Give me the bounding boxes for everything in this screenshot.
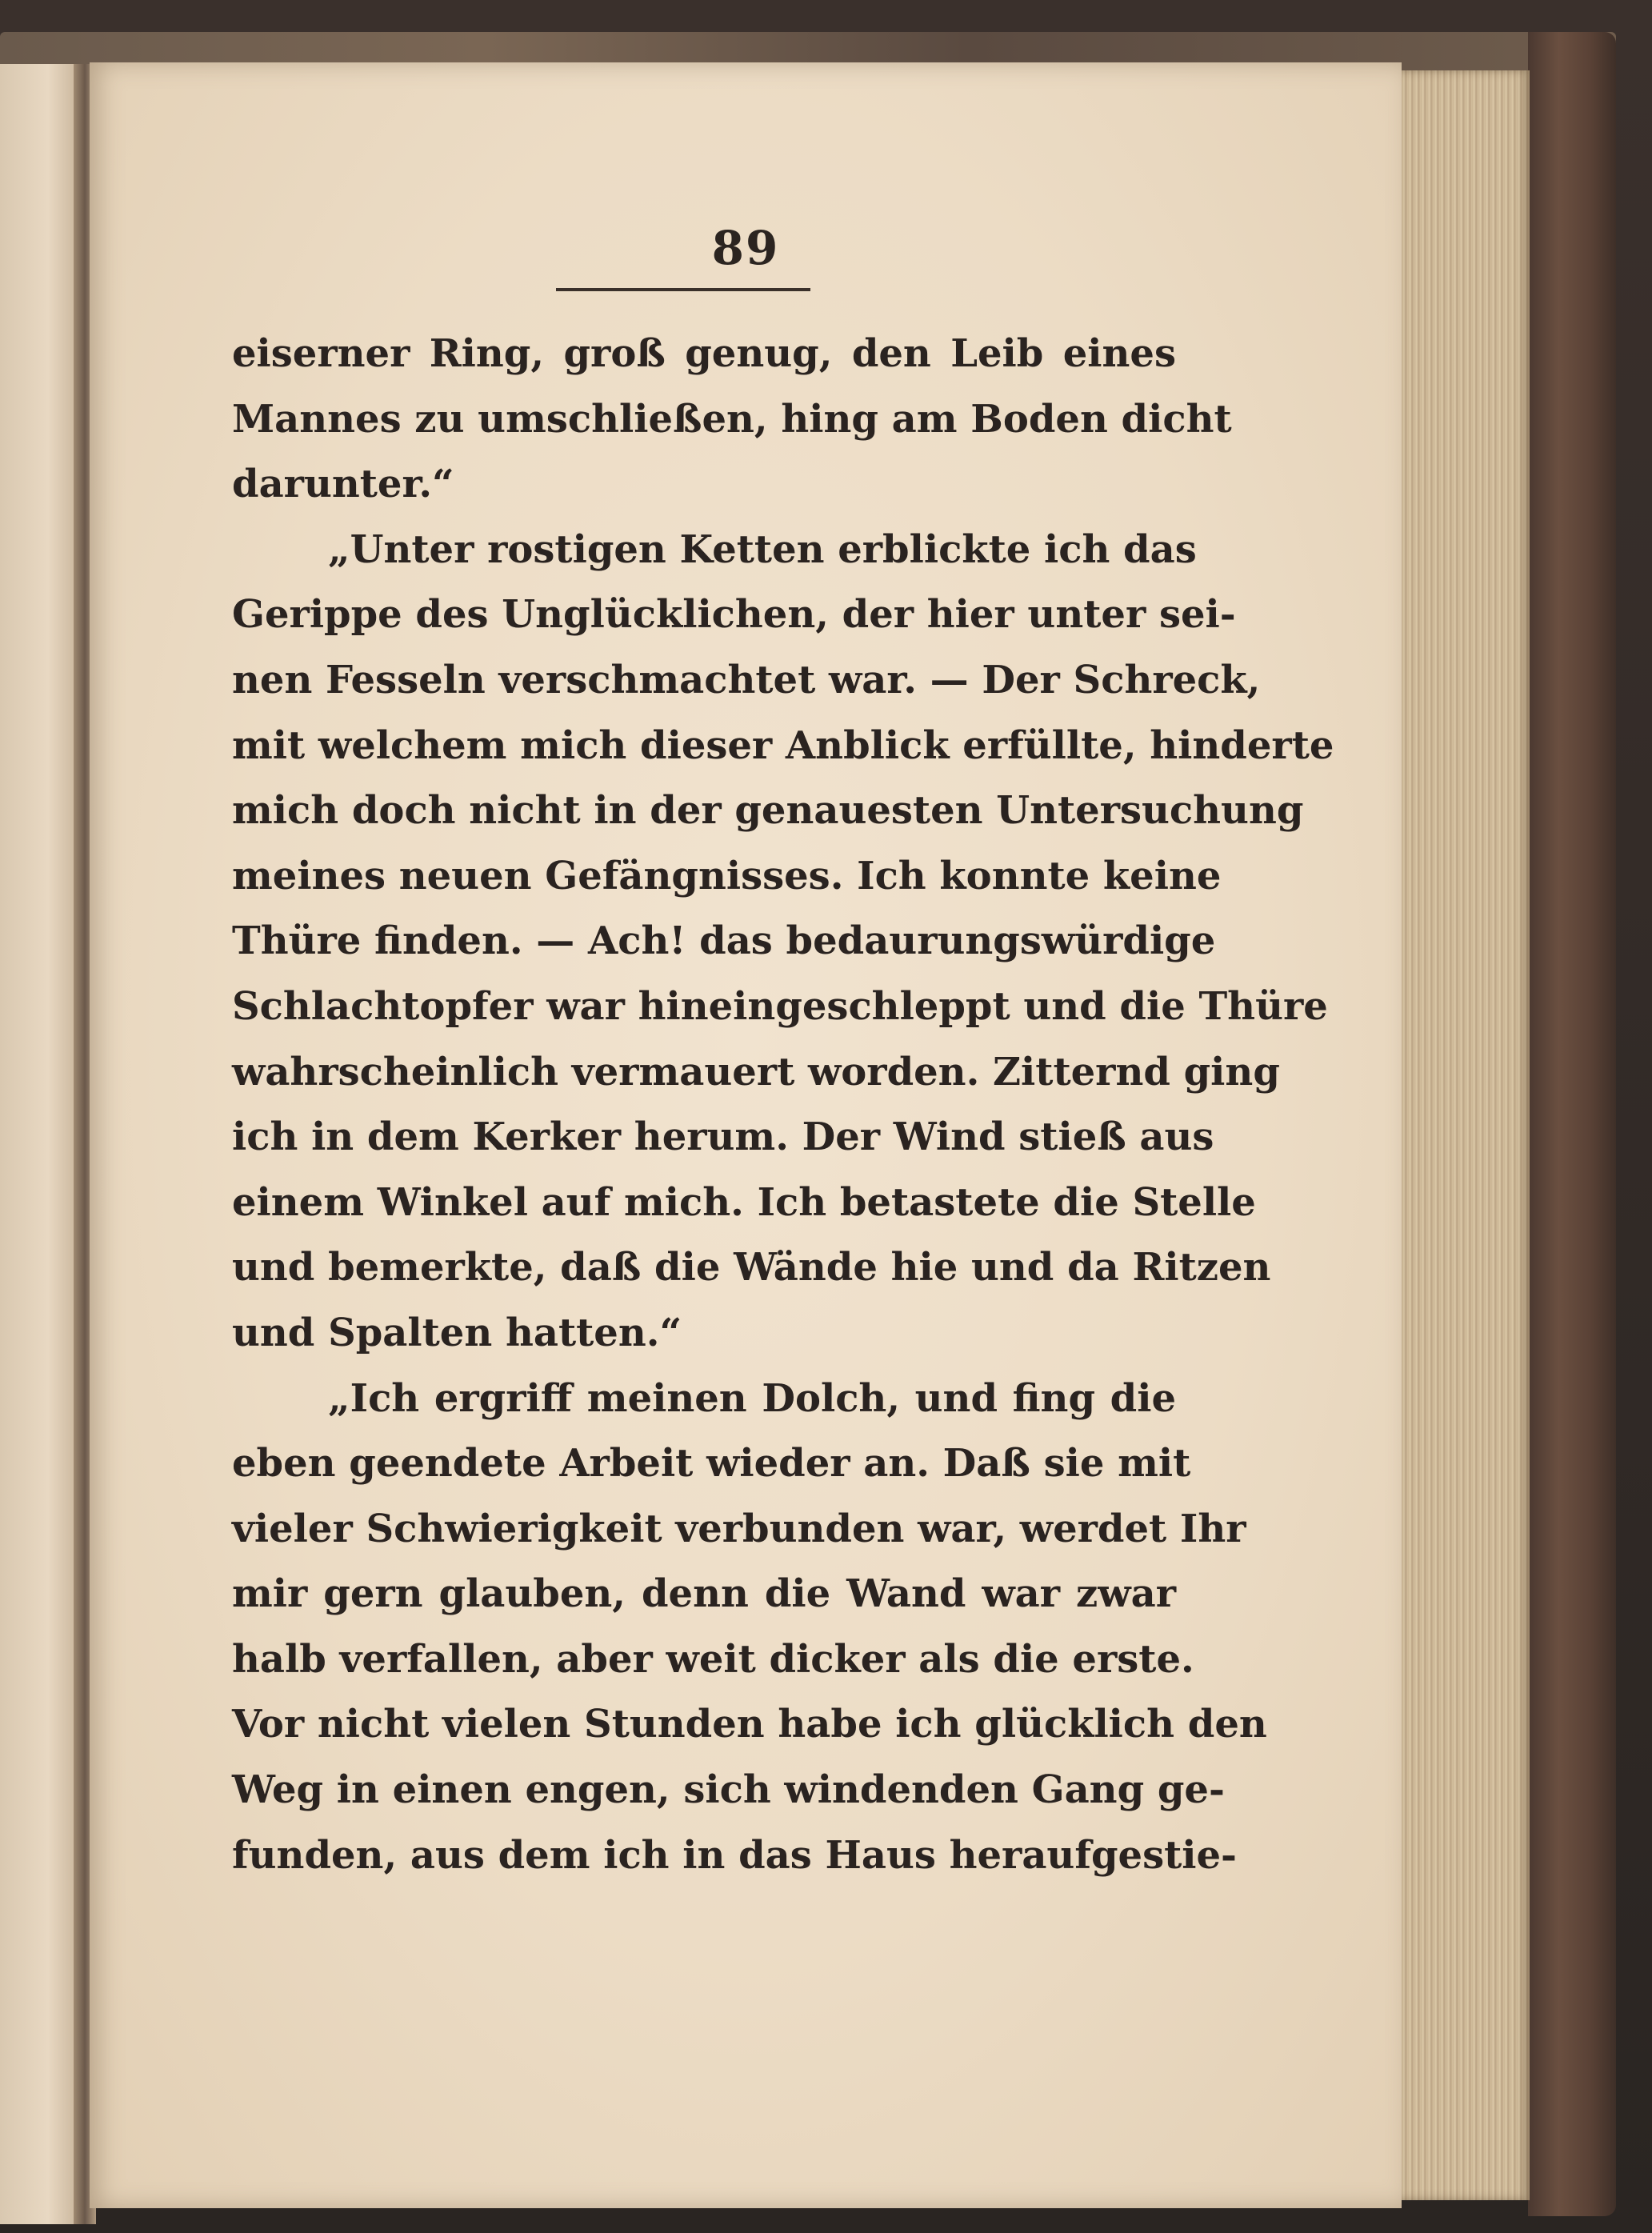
text-line: einem Winkel auf mich. Ich betastete die Stelle (232, 1179, 1256, 1225)
text-line: eiserner Ring, groß genug, den Leib eines (232, 331, 1176, 376)
text-line: darunter.“ (232, 462, 454, 507)
text-line: Mannes zu umschließen, hing am Boden dicht (232, 396, 1232, 442)
text-line: „Unter rostigen Ketten erblickte ich das (328, 526, 1197, 572)
text-line: nen Fesseln verschmachtet war. — Der Schreck, (232, 657, 1261, 702)
text-line: „Ich ergriff meinen Dolch, und fing die (328, 1375, 1176, 1421)
text-line: und bemerkte, daß die Wände hie und da Ritzen (232, 1245, 1271, 1291)
text-line: mich doch nicht in der genauesten Untersuchung (232, 788, 1304, 834)
text-line: meines neuen Gefängnisses. Ich konnte keine (232, 853, 1222, 898)
text-line: vieler Schwierigkeit verbunden war, werdet Ihr (232, 1506, 1246, 1551)
book-cover-right-edge (1528, 32, 1616, 2216)
text-line: funden, aus dem ich in das Haus heraufgestie- (232, 1832, 1237, 1878)
page-number: 89 (711, 221, 780, 275)
header-rule (556, 288, 810, 291)
body-text (232, 322, 1334, 1888)
text-line: mit welchem mich dieser Anblick erfüllte, hinderte (232, 722, 1334, 768)
text-line: wahrscheinlich vermauert worden. Zitternd ging (232, 1049, 1280, 1094)
text-line: Vor nicht vielen Stunden habe ich glücklich den (232, 1702, 1267, 1747)
page-block-edges (1402, 70, 1530, 2200)
text-line: eben geendete Arbeit wieder an. Daß sie mit (232, 1441, 1191, 1487)
text-line: mir gern glauben, denn die Wand war zwar (232, 1571, 1176, 1617)
text-line: und Spalten hatten.“ (232, 1310, 682, 1355)
text-line: ich in dem Kerker herum. Der Wind stieß aus (232, 1114, 1214, 1160)
text-line: Thüre finden. — Ach! das bedaurungswürdige (232, 918, 1216, 964)
previous-page-edge (0, 64, 80, 2224)
text-line: halb verfallen, aber weit dicker als die erste. (232, 1636, 1194, 1682)
text-line: Weg in einen engen, sich windenden Gang ge- (232, 1767, 1225, 1813)
text-line: Gerippe des Unglücklichen, der hier unter sei- (232, 592, 1236, 638)
text-line: Schlachtopfer war hineingeschleppt und die Thüre (232, 983, 1328, 1029)
